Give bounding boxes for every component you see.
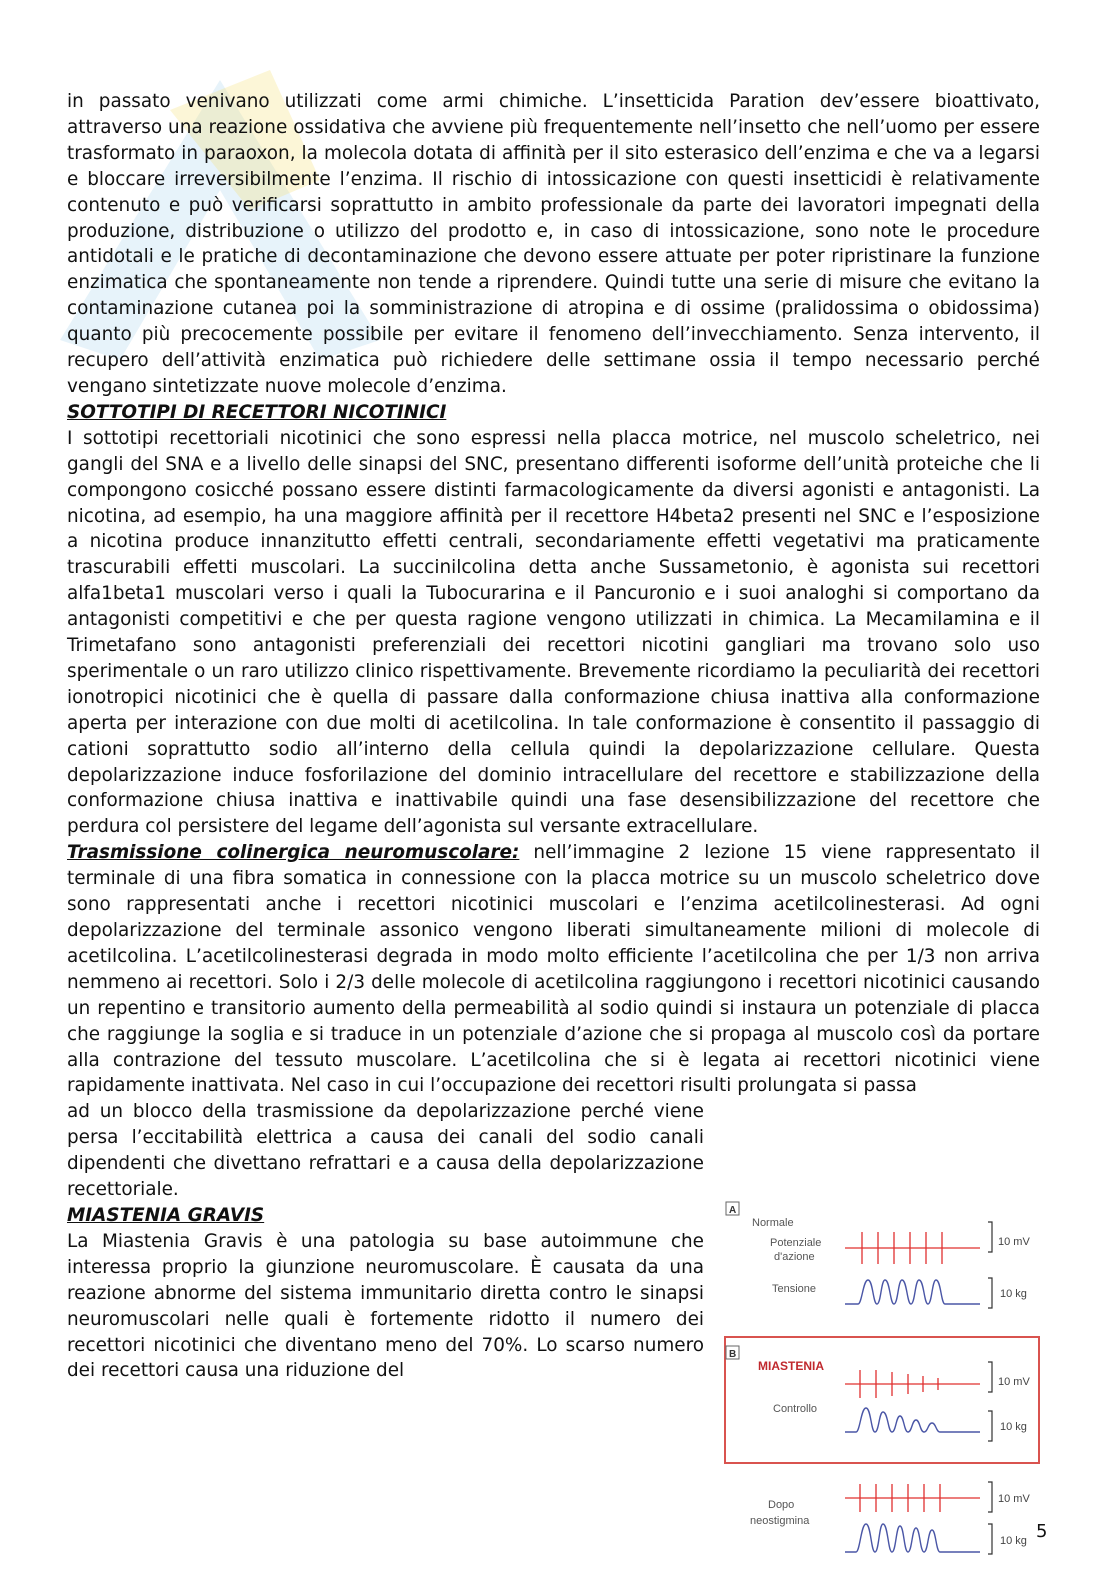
panel-b-scale-kg: 10 kg (1000, 1421, 1027, 1433)
paragraph-depolarization-block: ad un blocco della trasmissione da depolarizzazione perché viene persa l’eccitabilità elettrica a causa dei canali del sodio canali dipendenti che divettano refrattari e a causa della depolarizzazione recettoriale. (67, 1101, 704, 1201)
panel-a-row1-label2: d'azione (774, 1251, 815, 1263)
paragraph-nicotinic-subtypes: I sottotipi recettoriali nicotinici che sono espressi nella placca motrice, nel muscolo scheletrico, nei gangli del SNA e a livello delle sinapsi del SNC, presentano differenti isoforme dell’unità proteiche che li compongono cosicché possano essere distinti farmacologicamente da diversi agonisti e antagonisti. La nicotina, ad esempio, ha una maggiore affinità per il recettore H4beta2 presenti nel SNC e l’esposizione a nicotina produce innanzitutto effetti centrali, secondariamente effetti vegetativi ma praticamente trascurabili effetti muscolari. La succinilcolina detta anche Sussametonio, è agonista sui recettori alfa1beta1 muscolari verso i quali la Tubocurarina e il Pancuronio e i suoi analoghi si comportano da antagonisti competitivi e che per questa ragione vengono utilizzati in chimica. La Mecamilamina e il Trimetafano sono antagonisti preferenziali dei recettori nicotini gangliari ma trovano solo uso sperimentale o un raro utilizzo clinico rispettivamente. Brevemente ricordiamo la peculiarità dei recettori ionotropici nicotinici che è quella di passare dalla conformazione chiusa inattiva alla conformazione aperta per interazione con due molti di acetilcolina. In tale conformazione è consentito il passaggio di cationi soprattutto sodio all’interno della cellula quindi la depolarizzazione cellulare. Questa depolarizzazione induce fosforilazione del dominio intracellulare del recettore e stabilizzazione della conformazione chiusa inattiva e inattivabile quindi una fase desensibilizzazione del recettore che perdura col persistere del legame dell’agonista sul versante extracellulare. (67, 427, 1040, 838)
myasthenia-figure (722, 1198, 1044, 1568)
panel-b-letter: B (729, 1349, 737, 1360)
panel-c-tension-trace (845, 1524, 980, 1552)
panel-a (726, 1202, 1030, 1308)
panel-c (750, 1482, 1030, 1554)
panel-a-row1-label: Potenziale (770, 1237, 822, 1249)
panel-a-scale-kg: 10 kg (1000, 1288, 1027, 1300)
panel-a-action-potential-trace (845, 1232, 980, 1264)
paragraph-neuromuscular-transmission (67, 840, 1040, 1099)
panel-b (725, 1337, 1039, 1463)
panel-a-row2-label: Tensione (772, 1283, 817, 1295)
panel-a-title: Normale (752, 1217, 794, 1229)
panel-c-label: Dopo (768, 1499, 795, 1511)
panel-c-scale-kg: 10 kg (1000, 1535, 1027, 1547)
panel-b-border (725, 1337, 1039, 1463)
panel-b-title: MIASTENIA (758, 1359, 824, 1373)
heading-nicotinic-subtypes: SOTTOTIPI DI RECETTORI NICOTINICI (67, 401, 447, 423)
document-body (67, 89, 1040, 1384)
panel-b-scale-mv: 10 mV (998, 1376, 1030, 1388)
panel-a-scale-mv: 10 mV (998, 1236, 1030, 1248)
panel-b-action-potential-trace (845, 1370, 980, 1398)
paragraph-paration: in passato venivano utilizzati come armi chimiche. L’insetticida Paration dev’essere bioattivato, attraverso una reazione ossidativa che avviene più frequentemente nell’insetto che nell’uomo per essere trasformato in paraoxon, la molecola dotata di affinità per il sito esterasico dell’enzima e che va a legarsi e bloccare irreversibilmente l’enzima. Il rischio di intossicazione con questi insetticidi è relativamente contenuto e può verificarsi soprattutto in ambito professionale da parte dei lavoratori impegnati della produzione, distribuzione o utilizzo del prodotto e, in caso di intossicazione, sono note le procedure antidotali e le pratiche di decontaminazione che devono essere attuate per poter ripristinare la funzione enzimatica che spontaneamente non tende a riprendere. Quindi tutte una serie di misure che evitano la contaminazione cutanea poi la somministrazione di atropina e di ossime (pralidossima o obidossima) quanto più precocemente possibile per evitare il fenomeno dell’invecchiamento. Senza intervento, il recupero dell’attività enzimatica può richiedere delle settimane ossia il tempo necessario perché vengano sintetizzate nuove molecole d’enzima. (67, 91, 1040, 397)
panel-b-row-label: Controllo (773, 1403, 818, 1415)
panel-c-scale-mv: 10 mV (998, 1493, 1030, 1505)
paragraph-myasthenia-gravis: La Miastenia Gravis è una patologia su base autoimmune che interessa proprio la giunzione neuromuscolare. È causata da una reazione abnorme del sistema immunitario diretta contro le sinapsi neuromuscolari nelle quali è fortemente ridotto il numero dei recettori nicotinici che diventano meno del 70%. Lo scarso numero dei recettori causa una riduzione del (67, 1230, 704, 1382)
panel-b-tension-trace (845, 1408, 980, 1432)
page-number: 5 (1036, 1521, 1048, 1542)
panel-a-tension-trace (845, 1280, 980, 1304)
panel-a-letter: A (729, 1205, 737, 1216)
panel-c-label2: neostigmina (750, 1515, 810, 1527)
heading-myasthenia-gravis: MIASTENIA GRAVIS (67, 1204, 265, 1226)
panel-c-action-potential-trace (845, 1484, 980, 1512)
paragraph-neuromuscular-text: nell’immagine 2 lezione 15 viene rappresentato il terminale di una fibra somatica in connessione con la placca motrice su un muscolo scheletrico dove sono rappresentati anche i recettori nicotinici muscolari e l’enzima acetilcolinesterasi. Ad ogni depolarizzazione del terminale assonico vengono liberati simultaneamente milioni di molecole di acetilcolina. L’acetilcolinesterasi degrada in modo molto efficiente l’acetilcolina che per 1/3 non arriva nemmeno ai recettori. Solo i 2/3 delle molecole di acetilcolina raggiungono i recettori nicotinici causando un repentino e transitorio aumento della permeabilità al sodio quindi si instaura un potenziale di placca che raggiunge la soglia e si traduce in un potenziale d’azione che si propaga al muscolo così da portare alla contrazione del tessuto muscolare. L’acetilcolina che si è legata ai recettori nicotinici viene rapidamente inattivata. Nel caso in cui l’occupazione dei recettori risulti prolungata si passa (67, 842, 1040, 1097)
heading-neuromuscular-transmission: Trasmissione colinergica neuromuscolare: (67, 842, 520, 864)
